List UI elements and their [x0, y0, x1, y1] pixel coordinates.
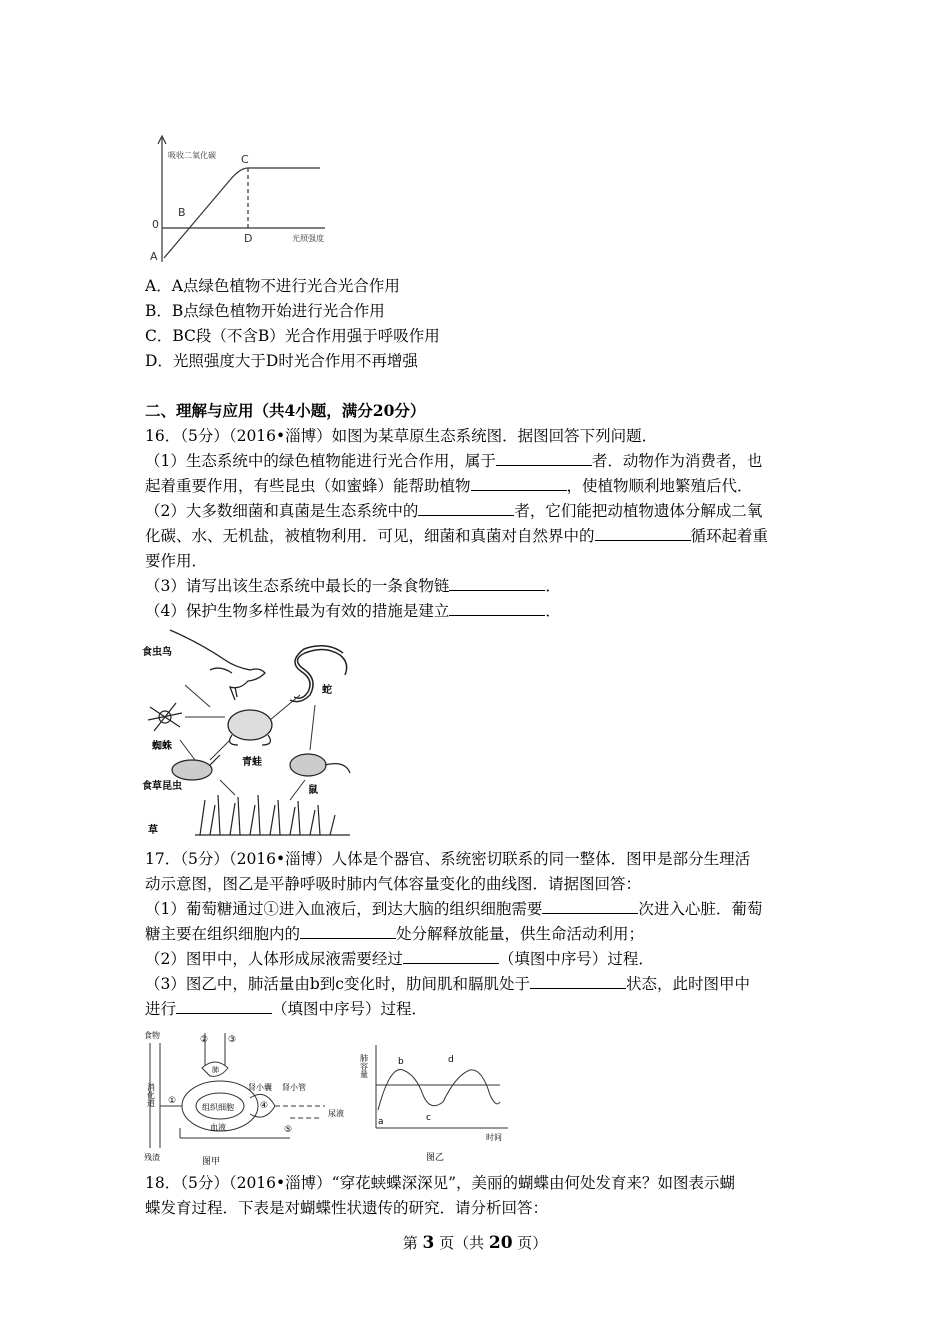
q15-option-b: B．B点绿色植物开始进行光合作用 [145, 302, 385, 320]
jia-cells: 组织细胞 [202, 1103, 234, 1112]
jia-urine: 尿液 [328, 1109, 344, 1118]
q15-option-d: D．光照强度大于D时光合作用不再增强 [145, 352, 418, 370]
q18-line2: 蝶发育过程．下表是对蝴蝶性状遗传的研究．请分析回答： [145, 1199, 549, 1217]
yi-point-c: c [426, 1113, 431, 1123]
point-a: A [150, 250, 158, 263]
jia-n4: ④ [260, 1101, 269, 1111]
label-frog: 青蛙 [242, 757, 262, 768]
graph-y-label: 吸收二氧化碳 [168, 151, 216, 160]
yi-caption: 图乙 [426, 1153, 445, 1163]
q17-part3-b: 进行 （填图中序号）过程． [145, 1000, 428, 1018]
bird-drawing [170, 630, 265, 700]
label-bird: 食虫鸟 [142, 647, 172, 658]
q16-part2-a: （2）大多数细菌和真菌是生态系统中的 者，它们能把动植物遗体分解成二氧 [145, 502, 763, 520]
jia-blood: 血液 [210, 1123, 226, 1132]
yi-point-b: b [398, 1057, 404, 1067]
mouse-drawing [290, 754, 350, 776]
q16-part1-b: 起着重要作用，有些昆虫（如蜜蜂）能帮助植物 ，使植物顺利地繁殖后代． [145, 477, 753, 495]
q15-option-c: C．BC段（不含B）光合作用强于呼吸作用 [145, 327, 440, 345]
yi-y-label: 肺容量 [359, 1054, 369, 1078]
q15-option-a: A．A点绿色植物不进行光合光合作用 [145, 277, 400, 295]
jia-waste: 残渣 [144, 1153, 160, 1162]
q16-part3: （3）请写出该生态系统中最长的一条食物链 ． [145, 577, 561, 595]
page-number: 3 [422, 1233, 435, 1253]
label-grass: 草 [148, 825, 158, 836]
section-title: 二、理解与应用（共4小题，满分20分） [145, 401, 426, 420]
point-d: D [244, 232, 253, 245]
yi-x-label: 时间 [486, 1133, 502, 1142]
grass-drawing [195, 795, 350, 835]
jia-capsule: 肾小囊 [248, 1083, 272, 1092]
food-web-figure [140, 625, 365, 840]
photosynthesis-graph [140, 130, 340, 270]
q16-part2-b: 化碳、水、无机盐，被植物利用．可见，细菌和真菌对自然界中的 循环起着重 [145, 527, 769, 545]
jia-tubule: 肾小管 [282, 1083, 306, 1092]
jia-n2: ② [200, 1035, 209, 1045]
label-insect: 食草昆虫 [142, 781, 182, 792]
page-total: 20 [488, 1233, 513, 1253]
snake-drawing [290, 646, 347, 702]
jia-tract: 消化道 [146, 1083, 156, 1107]
label-snake: 蛇 [322, 685, 332, 696]
jia-n3: ③ [228, 1035, 237, 1045]
label-mouse: 鼠 [308, 785, 318, 796]
jia-n5: ⑤ [284, 1125, 293, 1135]
point-o: 0 [152, 218, 159, 231]
figure-yi [358, 1040, 523, 1165]
q17-part1-a: （1）葡萄糖通过①进入血液后，到达大脑的组织细胞需要 次进入心脏．葡萄 [145, 900, 763, 918]
jia-n1: ① [168, 1096, 177, 1106]
jia-food: 食物 [144, 1031, 160, 1040]
q17-part3-a: （3）图乙中，肺活量由b到c变化时，肋间肌和膈肌处于 状态，此时图甲中 [145, 975, 750, 993]
yi-point-d: d [448, 1055, 454, 1065]
point-c: C [241, 153, 249, 166]
spider-drawing [148, 703, 182, 731]
q17-part2: （2）图甲中，人体形成尿液需要经过 （填图中序号）过程． [145, 950, 654, 968]
jia-caption: 图甲 [202, 1157, 221, 1167]
q17-part1-b: 糖主要在组织细胞内的 处分解释放能量，供生命活动利用； [145, 925, 645, 943]
q17-line2: 动示意图，图乙是平静呼吸时肺内气体容量变化的曲线图．请据图回答： [145, 875, 642, 893]
point-b: B [178, 206, 186, 219]
page-footer: 第 3 页（共 20 页） [402, 1233, 548, 1253]
yi-point-a: a [378, 1117, 384, 1127]
frog-drawing [228, 710, 272, 745]
q16-part1-a: （1）生态系统中的绿色植物能进行光合作用，属于 者．动物作为消费者，也 [145, 452, 763, 470]
figure-jia [140, 1028, 360, 1168]
q16-part2-c: 要作用． [145, 552, 208, 570]
q18-line1: 18．（5分）（2016•淄博）“穿花蛱蝶深深见”，美丽的蝴蝶由何处发育来？如图表示蝴 [145, 1174, 736, 1192]
q16-part4: （4）保护生物多样性最为有效的措施是建立 ． [145, 602, 561, 620]
label-spider: 蜘蛛 [152, 741, 172, 752]
graph-x-label: 光照强度 [292, 234, 324, 243]
jia-lung: 肺 [212, 1066, 219, 1074]
q17-line1: 17．（5分）（2016•淄博）人体是个器官、系统密切联系的同一整体．图甲是部分生理活 [145, 850, 751, 868]
insect-drawing [172, 755, 220, 780]
q16-intro: 16．（5分）（2016•淄博）如图为某草原生态系统图．据图回答下列问题． [145, 427, 658, 445]
